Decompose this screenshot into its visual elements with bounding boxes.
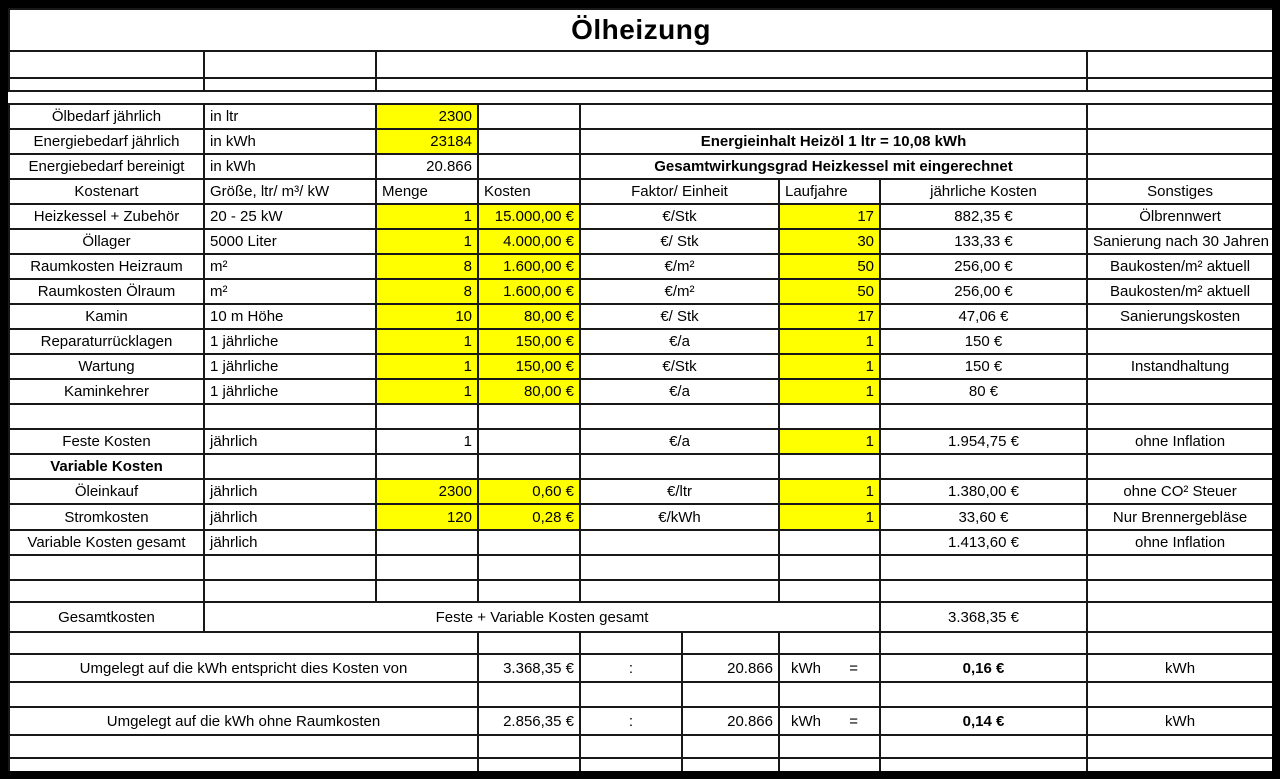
cell bbox=[682, 735, 779, 758]
cell-groesse: 5000 Liter bbox=[204, 229, 376, 254]
cell-menge: 10 bbox=[376, 304, 478, 329]
cell-jaehrlich: 882,35 € bbox=[880, 204, 1087, 229]
cell bbox=[204, 555, 376, 580]
cell bbox=[580, 404, 779, 429]
cell-menge: 8 bbox=[376, 254, 478, 279]
header-groesse: Größe, ltr/ m³/ kW bbox=[204, 179, 376, 204]
cell-menge: 2300 bbox=[376, 479, 478, 504]
cell-kosten: 0,28 € bbox=[478, 504, 580, 530]
row-energiebedarf-bereinigt bbox=[9, 154, 1272, 179]
cell-menge: 1 bbox=[376, 379, 478, 404]
cell-menge: 8 bbox=[376, 279, 478, 304]
cell-sonstiges bbox=[1087, 379, 1272, 404]
header-menge: Menge bbox=[376, 179, 478, 204]
cell-jaehrlich: 33,60 € bbox=[880, 504, 1087, 530]
cell-faktor: €/a bbox=[580, 429, 779, 454]
table-row-stromkosten bbox=[9, 504, 1272, 530]
cell bbox=[580, 555, 779, 580]
cell-name: Wartung bbox=[9, 354, 204, 379]
cell bbox=[880, 632, 1087, 654]
cell-sonstiges: ohne CO² Steuer bbox=[1087, 479, 1272, 504]
cell-laufjahre: 1 bbox=[779, 354, 880, 379]
cell-name: Reparaturrücklagen bbox=[9, 329, 204, 354]
cell bbox=[580, 682, 682, 707]
cell-groesse: jährlich bbox=[204, 504, 376, 530]
empty-row bbox=[9, 580, 1272, 602]
cell-faktor: €/kWh bbox=[580, 504, 779, 530]
cell-sonstiges: Baukosten/m² aktuell bbox=[1087, 254, 1272, 279]
cell bbox=[779, 454, 880, 479]
cell-laufjahre: 1 bbox=[779, 504, 880, 530]
cell-menge: 1 bbox=[376, 329, 478, 354]
cell bbox=[1087, 682, 1272, 707]
cell bbox=[9, 555, 204, 580]
cell-ergebnis: 0,14 € bbox=[880, 707, 1087, 735]
cell bbox=[1087, 404, 1272, 429]
cell-kosten: 15.000,00 € bbox=[478, 204, 580, 229]
cell bbox=[779, 758, 880, 771]
info-cell bbox=[580, 104, 1087, 129]
cell-groesse: jährlich bbox=[204, 530, 376, 555]
row-umlage-ohne-raumkosten bbox=[9, 707, 1272, 735]
cell-ergebnis-einheit: kWh bbox=[1087, 654, 1272, 682]
cell bbox=[9, 632, 478, 654]
cell bbox=[9, 404, 204, 429]
cell-kwh-wert: 20.866 bbox=[682, 707, 779, 735]
cell-jaehrlich: 256,00 € bbox=[880, 254, 1087, 279]
label-cell: Ölbedarf jährlich bbox=[9, 104, 204, 129]
cell bbox=[376, 404, 478, 429]
cell bbox=[580, 530, 779, 555]
cell bbox=[1087, 129, 1272, 154]
cell bbox=[478, 429, 580, 454]
empty-row bbox=[9, 735, 1272, 758]
cell-ergebnis-einheit: kWh bbox=[1087, 707, 1272, 735]
cell-kwh-einheit bbox=[779, 654, 880, 682]
cost-table bbox=[8, 8, 1272, 771]
cell-name: Kaminkehrer bbox=[9, 379, 204, 404]
cell-faktor: €/ltr bbox=[580, 479, 779, 504]
header-row bbox=[9, 179, 1272, 204]
value-cell: 20.866 bbox=[376, 154, 478, 179]
empty-row bbox=[9, 78, 1272, 91]
cell bbox=[478, 735, 580, 758]
cell-laufjahre: 17 bbox=[779, 304, 880, 329]
cell bbox=[779, 580, 880, 602]
cell-laufjahre: 50 bbox=[779, 279, 880, 304]
cell bbox=[1087, 454, 1272, 479]
cell-groesse: 1 jährliche bbox=[204, 379, 376, 404]
cell-menge: 1 bbox=[376, 354, 478, 379]
table-row-heizkessel bbox=[9, 204, 1272, 229]
unit-cell: in ltr bbox=[204, 104, 376, 129]
cell bbox=[204, 580, 376, 602]
cell-faktor: €/m² bbox=[580, 254, 779, 279]
cell bbox=[376, 580, 478, 602]
cell-formel: Feste + Variable Kosten gesamt bbox=[204, 602, 880, 632]
cell-faktor: €/ Stk bbox=[580, 229, 779, 254]
equals-sign: = bbox=[849, 712, 858, 730]
cell bbox=[376, 78, 1087, 91]
cell bbox=[9, 580, 204, 602]
cell bbox=[478, 632, 580, 654]
cell bbox=[478, 580, 580, 602]
header-jaehrliche-kosten: jährliche Kosten bbox=[880, 179, 1087, 204]
header-sonstiges: Sonstiges bbox=[1087, 179, 1272, 204]
cell-menge: 120 bbox=[376, 504, 478, 530]
cell-label: Umgelegt auf die kWh ohne Raumkosten bbox=[9, 707, 478, 735]
cell bbox=[682, 682, 779, 707]
cell-jaehrlich: 1.413,60 € bbox=[880, 530, 1087, 555]
cell bbox=[1087, 580, 1272, 602]
cell bbox=[204, 454, 376, 479]
cell-faktor: €/Stk bbox=[580, 204, 779, 229]
cell-laufjahre: 1 bbox=[779, 479, 880, 504]
title-row bbox=[9, 9, 1272, 51]
cell bbox=[682, 632, 779, 654]
cell-sonstiges: Sanierung nach 30 Jahren bbox=[1087, 229, 1272, 254]
cell-jaehrlich: 1.954,75 € bbox=[880, 429, 1087, 454]
cell bbox=[204, 78, 376, 91]
cell-groesse: m² bbox=[204, 279, 376, 304]
table-row-reparaturruecklagen bbox=[9, 329, 1272, 354]
cell-kosten: 1.600,00 € bbox=[478, 254, 580, 279]
cell-sonstiges bbox=[1087, 329, 1272, 354]
cell-sonstiges: Nur Brennergebläse bbox=[1087, 504, 1272, 530]
cell bbox=[1087, 555, 1272, 580]
cell bbox=[478, 555, 580, 580]
table-row-oeleinkauf bbox=[9, 479, 1272, 504]
cell-jaehrlich: 47,06 € bbox=[880, 304, 1087, 329]
cell-kosten: 3.368,35 € bbox=[478, 654, 580, 682]
cell bbox=[376, 530, 478, 555]
equals-sign: = bbox=[849, 659, 858, 677]
table-row-raumkosten-oelraum bbox=[9, 279, 1272, 304]
cell-kosten: 0,60 € bbox=[478, 479, 580, 504]
label-cell: Energiebedarf jährlich bbox=[9, 129, 204, 154]
row-oelbedarf bbox=[9, 104, 1272, 129]
cell-jaehrlich: 80 € bbox=[880, 379, 1087, 404]
page-title: Ölheizung bbox=[9, 9, 1272, 51]
cell-kwh-einheit bbox=[779, 707, 880, 735]
table-row-oellager bbox=[9, 229, 1272, 254]
cell bbox=[880, 735, 1087, 758]
header-kosten: Kosten bbox=[478, 179, 580, 204]
cell-laufjahre: 30 bbox=[779, 229, 880, 254]
spreadsheet bbox=[8, 8, 1272, 771]
cell-kosten: 80,00 € bbox=[478, 304, 580, 329]
cell bbox=[204, 404, 376, 429]
cell bbox=[9, 91, 1272, 104]
cell bbox=[1087, 602, 1272, 632]
cell bbox=[880, 555, 1087, 580]
cell-operator: : bbox=[580, 707, 682, 735]
cell bbox=[376, 454, 478, 479]
cell bbox=[376, 51, 1087, 78]
cell bbox=[478, 682, 580, 707]
cell-sonstiges: Sanierungskosten bbox=[1087, 304, 1272, 329]
cell bbox=[779, 404, 880, 429]
cell bbox=[478, 104, 580, 129]
cell-sonstiges: Ölbrennwert bbox=[1087, 204, 1272, 229]
cell bbox=[1087, 78, 1272, 91]
cell-kosten: 1.600,00 € bbox=[478, 279, 580, 304]
row-feste-kosten bbox=[9, 429, 1272, 454]
cell bbox=[204, 51, 376, 78]
cell-name: Öleinkauf bbox=[9, 479, 204, 504]
cell bbox=[9, 51, 204, 78]
cell bbox=[9, 78, 204, 91]
row-umlage-gesamt bbox=[9, 654, 1272, 682]
table-row-kaminkehrer bbox=[9, 379, 1272, 404]
info-cell: Gesamtwirkungsgrad Heizkessel mit eingerechnet bbox=[580, 154, 1087, 179]
row-variable-kosten-header bbox=[9, 454, 1272, 479]
cell bbox=[880, 580, 1087, 602]
cell-jaehrlich: 1.380,00 € bbox=[880, 479, 1087, 504]
cell-faktor: €/a bbox=[580, 329, 779, 354]
cell bbox=[478, 154, 580, 179]
cell bbox=[779, 555, 880, 580]
cell-groesse: m² bbox=[204, 254, 376, 279]
cell-faktor: €/a bbox=[580, 379, 779, 404]
header-faktor: Faktor/ Einheit bbox=[580, 179, 779, 204]
cell-name: Kamin bbox=[9, 304, 204, 329]
kwh-label: kWh bbox=[791, 712, 821, 730]
cell bbox=[682, 758, 779, 771]
cell-faktor: €/Stk bbox=[580, 354, 779, 379]
cell bbox=[580, 758, 682, 771]
cell-name: Variable Kosten gesamt bbox=[9, 530, 204, 555]
cell-faktor: €/m² bbox=[580, 279, 779, 304]
cell bbox=[779, 735, 880, 758]
kwh-label: kWh bbox=[791, 659, 821, 677]
cell-kosten: 2.856,35 € bbox=[478, 707, 580, 735]
section-label: Variable Kosten bbox=[9, 454, 204, 479]
cell bbox=[1087, 154, 1272, 179]
cell-laufjahre: 1 bbox=[779, 379, 880, 404]
cell-sonstiges: Instandhaltung bbox=[1087, 354, 1272, 379]
cell-jaehrlich: 150 € bbox=[880, 329, 1087, 354]
cell-faktor: €/ Stk bbox=[580, 304, 779, 329]
cell bbox=[580, 454, 779, 479]
cell-name: Feste Kosten bbox=[9, 429, 204, 454]
cell bbox=[880, 682, 1087, 707]
cell-laufjahre: 1 bbox=[779, 429, 880, 454]
label-cell: Energiebedarf bereinigt bbox=[9, 154, 204, 179]
unit-cell: in kWh bbox=[204, 154, 376, 179]
cell bbox=[1087, 104, 1272, 129]
cell bbox=[1087, 51, 1272, 78]
cell-name: Öllager bbox=[9, 229, 204, 254]
value-cell: 23184 bbox=[376, 129, 478, 154]
cell bbox=[580, 580, 779, 602]
cell-name: Heizkessel + Zubehör bbox=[9, 204, 204, 229]
cell-groesse: 1 jährliche bbox=[204, 329, 376, 354]
cell-kosten: 150,00 € bbox=[478, 329, 580, 354]
cell bbox=[779, 682, 880, 707]
spacer-row bbox=[9, 91, 1272, 104]
cell-menge: 1 bbox=[376, 429, 478, 454]
cell bbox=[1087, 632, 1272, 654]
cell-name: Raumkosten Ölraum bbox=[9, 279, 204, 304]
cell-jaehrlich: 3.368,35 € bbox=[880, 602, 1087, 632]
table-row-wartung bbox=[9, 354, 1272, 379]
cell bbox=[376, 555, 478, 580]
cell bbox=[1087, 758, 1272, 771]
cell-name: Stromkosten bbox=[9, 504, 204, 530]
cell-sonstiges: Baukosten/m² aktuell bbox=[1087, 279, 1272, 304]
row-gesamtkosten bbox=[9, 602, 1272, 632]
row-variable-kosten-gesamt bbox=[9, 530, 1272, 555]
cell-sonstiges: ohne Inflation bbox=[1087, 530, 1272, 555]
cell-kwh-wert: 20.866 bbox=[682, 654, 779, 682]
cell-kosten: 150,00 € bbox=[478, 354, 580, 379]
cell bbox=[9, 735, 478, 758]
cell-jaehrlich: 133,33 € bbox=[880, 229, 1087, 254]
cell bbox=[779, 530, 880, 555]
cell bbox=[779, 632, 880, 654]
cell bbox=[478, 404, 580, 429]
cell bbox=[9, 758, 478, 771]
cell bbox=[880, 404, 1087, 429]
unit-cell: in kWh bbox=[204, 129, 376, 154]
cell-groesse: 20 - 25 kW bbox=[204, 204, 376, 229]
cell-menge: 1 bbox=[376, 204, 478, 229]
cell-laufjahre: 17 bbox=[779, 204, 880, 229]
cell bbox=[9, 682, 478, 707]
cell-jaehrlich: 256,00 € bbox=[880, 279, 1087, 304]
cell-kosten: 4.000,00 € bbox=[478, 229, 580, 254]
empty-row bbox=[9, 632, 1272, 654]
cell-groesse: 10 m Höhe bbox=[204, 304, 376, 329]
cell-laufjahre: 1 bbox=[779, 329, 880, 354]
table-row-raumkosten-heizraum bbox=[9, 254, 1272, 279]
empty-row bbox=[9, 758, 1272, 771]
cell-groesse: jährlich bbox=[204, 429, 376, 454]
empty-row bbox=[9, 51, 1272, 78]
cell bbox=[478, 530, 580, 555]
header-kostenart: Kostenart bbox=[9, 179, 204, 204]
row-energiebedarf bbox=[9, 129, 1272, 154]
header-laufjahre: Laufjahre bbox=[779, 179, 880, 204]
cell bbox=[880, 454, 1087, 479]
cell bbox=[1087, 735, 1272, 758]
cell bbox=[880, 758, 1087, 771]
cell bbox=[580, 735, 682, 758]
cell-jaehrlich: 150 € bbox=[880, 354, 1087, 379]
cell-ergebnis: 0,16 € bbox=[880, 654, 1087, 682]
cell-groesse: jährlich bbox=[204, 479, 376, 504]
cell bbox=[478, 129, 580, 154]
cell-sonstiges: ohne Inflation bbox=[1087, 429, 1272, 454]
cell-groesse: 1 jährliche bbox=[204, 354, 376, 379]
cell-laufjahre: 50 bbox=[779, 254, 880, 279]
cell bbox=[478, 454, 580, 479]
cell-name: Gesamtkosten bbox=[9, 602, 204, 632]
cell-label: Umgelegt auf die kWh entspricht dies Kosten von bbox=[9, 654, 478, 682]
value-cell: 2300 bbox=[376, 104, 478, 129]
empty-row bbox=[9, 404, 1272, 429]
info-cell: Energieinhalt Heizöl 1 ltr = 10,08 kWh bbox=[580, 129, 1087, 154]
cell bbox=[478, 758, 580, 771]
cell-kosten: 80,00 € bbox=[478, 379, 580, 404]
cell-operator: : bbox=[580, 654, 682, 682]
cell-name: Raumkosten Heizraum bbox=[9, 254, 204, 279]
empty-row bbox=[9, 555, 1272, 580]
table-row-kamin bbox=[9, 304, 1272, 329]
cell bbox=[580, 632, 682, 654]
cell-menge: 1 bbox=[376, 229, 478, 254]
empty-row bbox=[9, 682, 1272, 707]
